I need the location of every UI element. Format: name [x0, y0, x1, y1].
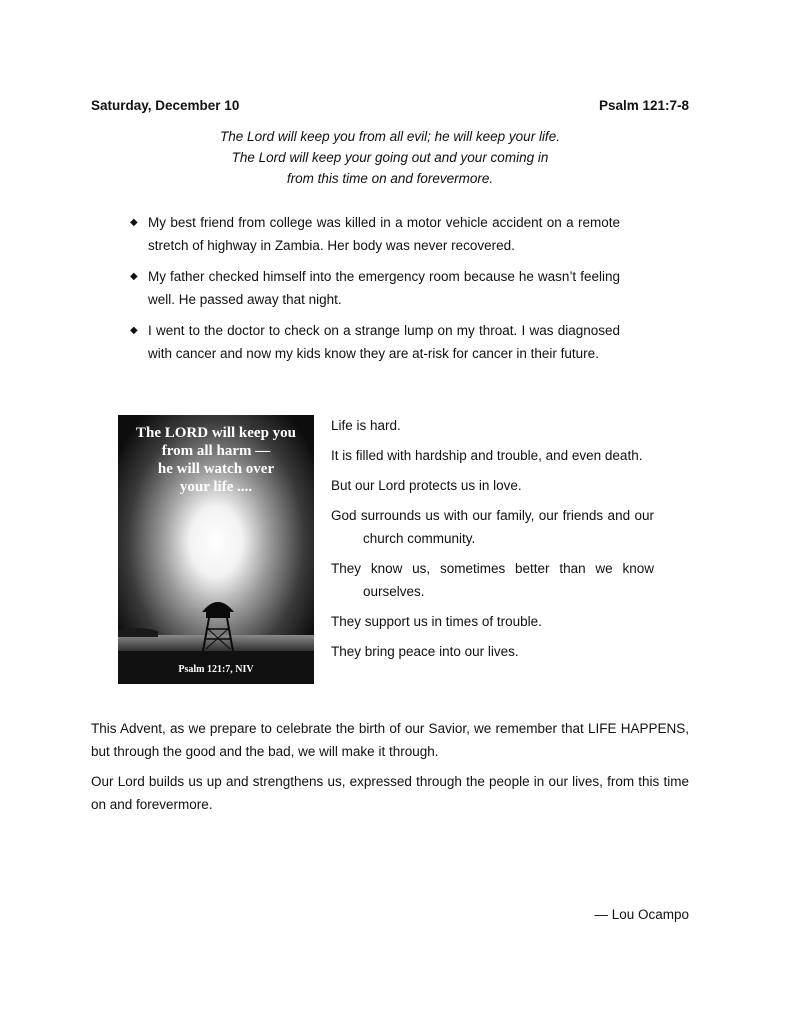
scripture-verse — [91, 126, 689, 189]
diamond-bullet-icon: ◆ — [130, 271, 138, 282]
poster-line: your life .... — [179, 479, 253, 495]
list-item-text: My best friend from college was killed in a motor vehicle accident on a remote stretch of highway in Zambia. Her body was never recovered. — [148, 215, 620, 253]
poster-artwork — [118, 415, 314, 684]
list-item — [128, 211, 620, 257]
verse-line: The Lord will keep your going out and your coming in — [231, 150, 549, 165]
scripture-reference: Psalm 121:7-8 — [598, 98, 689, 113]
diamond-bullet-icon: ◆ — [130, 217, 138, 228]
scripture-poster-image — [118, 415, 314, 684]
poster-line: he will watch over — [157, 461, 275, 477]
poster-citation: Psalm 121:7, NIV — [178, 664, 254, 675]
poster-line: from all harm — — [161, 443, 271, 459]
reflection-paragraph: They support us in times of trouble. — [331, 614, 542, 629]
author-signature: — Lou Ocampo — [594, 907, 689, 922]
reflection-text — [331, 414, 654, 670]
closing-paragraph: Our Lord builds us up and strengthens us, expressed through the people in our lives, from this time on and forevermore. — [91, 774, 689, 812]
page-header — [91, 98, 689, 113]
reflection-paragraph: God surrounds us with our family, our friends and our church community. — [331, 508, 654, 546]
diamond-bullet-icon: ◆ — [130, 325, 138, 336]
verse-line: from this time on and forevermore. — [286, 171, 494, 186]
story-list — [128, 211, 620, 373]
list-item-text: I went to the doctor to check on a strange lump on my throat. I was diagnosed with cancer and now my kids know they are at-risk for cancer in their future. — [148, 323, 620, 361]
reflection-paragraph: But our Lord protects us in love. — [331, 478, 522, 493]
list-item-text: My father checked himself into the emergency room because he wasn’t feeling well. He passed away that night. — [148, 269, 620, 307]
reflection-paragraph: Life is hard. — [331, 418, 401, 433]
reflection-paragraph: It is filled with hardship and trouble, and even death. — [331, 448, 643, 463]
closing-paragraph: This Advent, as we prepare to celebrate the birth of our Savior, we remember that LIFE HAPPENS, but through the good and the bad, we will make it through. — [91, 721, 689, 759]
list-item — [128, 265, 620, 311]
reflection-paragraph: They bring peace into our lives. — [331, 644, 519, 659]
reflection-paragraph: They know us, sometimes better than we know ourselves. — [331, 561, 654, 599]
date-heading: Saturday, December 10 — [91, 98, 240, 113]
verse-line: The Lord will keep you from all evil; he will keep your life. — [220, 129, 560, 144]
list-item — [128, 319, 620, 365]
poster-line: The LORD will keep you — [135, 425, 297, 441]
closing-text — [91, 717, 689, 823]
